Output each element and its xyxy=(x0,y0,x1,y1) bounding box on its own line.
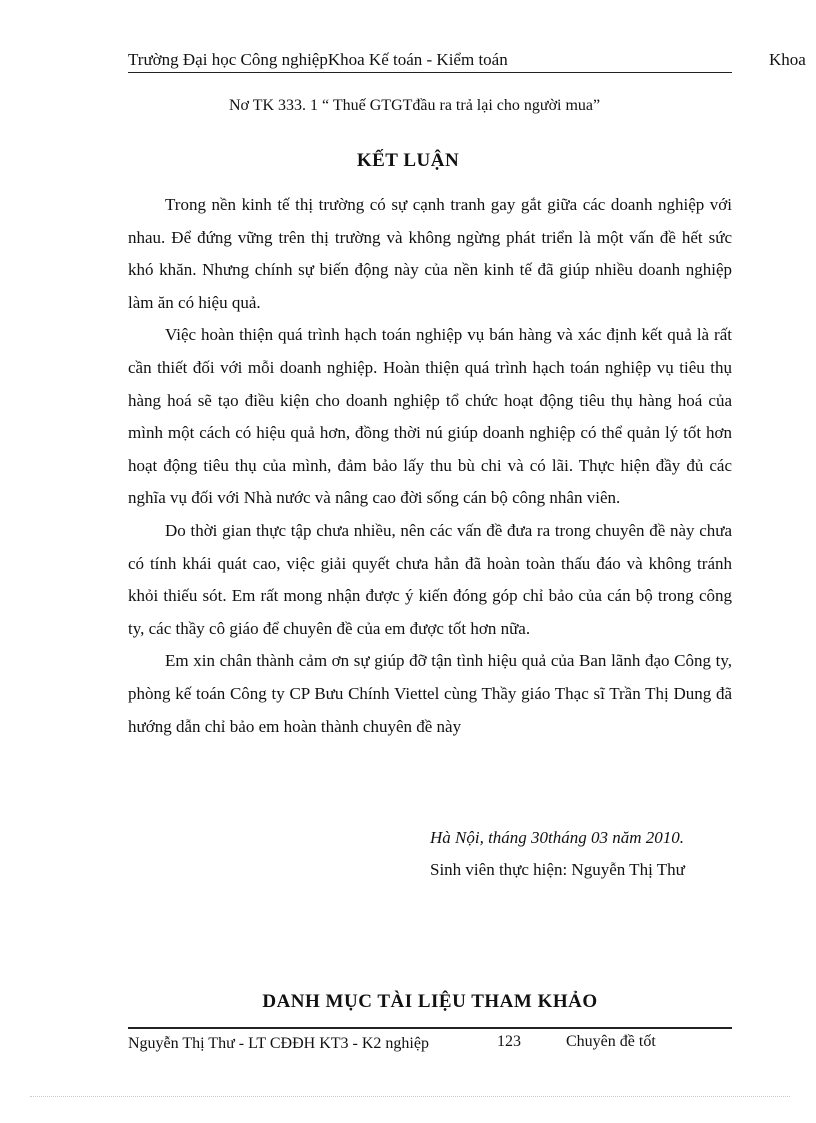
references-title: DANH MỤC TÀI LIỆU THAM KHẢO xyxy=(262,991,598,1012)
paragraph-2: Việc hoàn thiện quá trình hạch toán nghiệp vụ bán hàng và xác định kết quả là rất cần thiết đối với mỗi doanh nghiệp. Hoàn thiện quá trình hạch toán nghiệp vụ tiêu thụ hàng hoá sẽ tạo điều kiện cho doanh nghiệp tổ chức hoạt động tiêu thụ hàng hoá của mình một cách có hiệu quả hơn, đồng thời nú giúp doanh nghiệp có thể quản lý tốt hơn hoạt động tiêu thụ của mình, đảm bảo lấy thu bù chi và có lãi. Thực hiện đầy đủ các nghĩa vụ đối với Nhà nước và nâng cao đời sống cán bộ công nhân viên. xyxy=(128,325,732,508)
signature-student: Sinh viên thực hiện: Nguyễn Thị Thư xyxy=(430,860,685,879)
conclusion-title: KẾT LUẬN xyxy=(356,150,460,171)
paragraph-1: Trong nền kinh tế thị trường có sự cạnh tranh gay gắt giữa các doanh nghiệp với nhau. Để đứng vững trên thị trường và không ngừng phát triển là một vấn đề hết sức khó khăn. Nhưng chính sự biến động này của nền kinh tế đã giúp nhiều doanh nghiệp làm ăn có hiệu quả. xyxy=(128,195,732,312)
accounting-entry-note: Nơ TK 333. 1 “ Thuế GTGTđầu ra trả lại cho người mua” xyxy=(229,97,601,114)
footer-author: Nguyễn Thị Thư - LT CĐĐH KT3 - K2 nghiệp xyxy=(128,1035,429,1052)
paragraph-3: Do thời gian thực tập chưa nhiều, nên các vấn đề đưa ra trong chuyên đề này chưa có tính khái quát cao, việc giải quyết chưa hẳn đã hoàn toàn thấu đáo và không tránh khỏi thiếu sót. Em rất mong nhận được ý kiến đóng góp chỉ bảo của cán bộ trong công ty, các thầy cô giáo để chuyên đề của em được tốt hơn nữa. xyxy=(128,520,732,638)
conclusion-body xyxy=(128,189,732,743)
header-divider xyxy=(128,72,732,73)
header-school-department: Trường Đại học Công nghiệpKhoa Kế toán - Kiểm toán xyxy=(128,50,508,69)
page-boundary xyxy=(30,1096,790,1097)
signature-date: Hà Nội, tháng 30tháng 03 năm 2010. xyxy=(430,828,685,847)
paragraph-4: Em xin chân thành cảm ơn sự giúp đỡ tận tình hiệu quả của Ban lãnh đạo Công ty, phòng kế toán Công ty CP Bưu Chính Viettel cùng Thầy giáo Thạc sĩ Trần Thị Dung đã hướng dẫn chỉ bảo em hoàn thành chuyên đề này xyxy=(128,651,732,736)
page-number: 123 xyxy=(497,1033,521,1050)
header-faculty-label: Khoa xyxy=(769,50,806,69)
footer-topic: Chuyên đề tốt xyxy=(566,1033,656,1050)
footer-divider xyxy=(128,1027,732,1029)
